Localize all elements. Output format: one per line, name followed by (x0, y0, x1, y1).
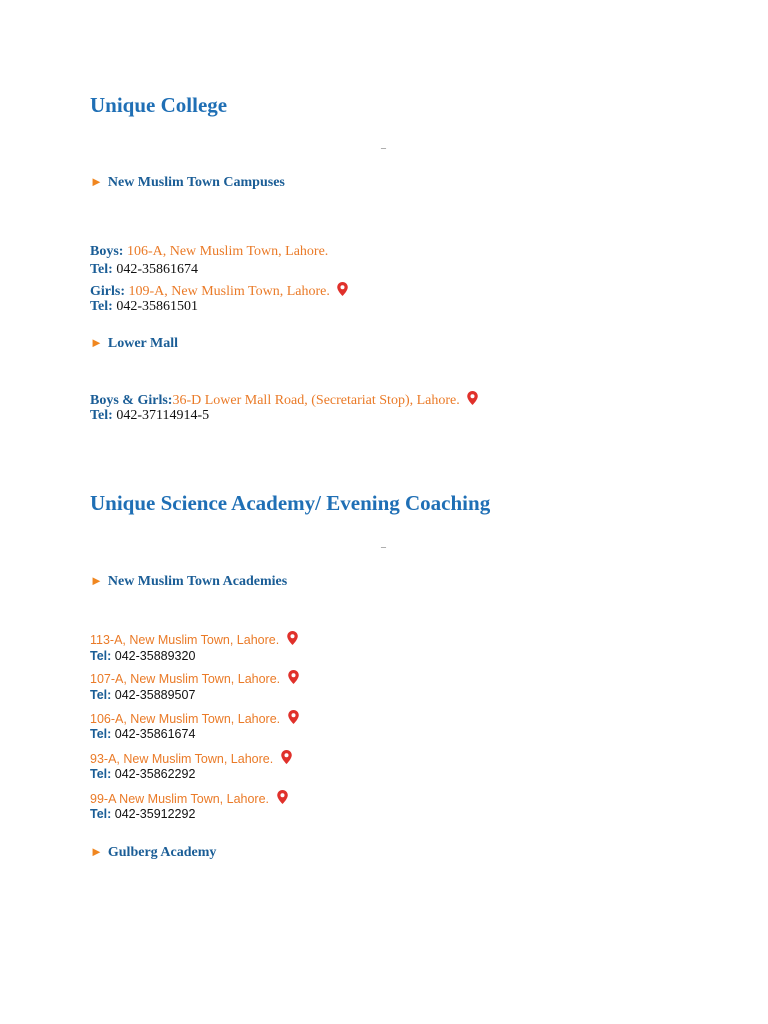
section-heading-new-muslim-town-academies[interactable] (90, 574, 287, 589)
tel-label: Tel: (90, 649, 112, 663)
academy-divider: – (381, 542, 386, 553)
academy-tel-line (90, 689, 195, 702)
phone-number: 042-35889507 (114, 688, 196, 702)
tel-line (90, 263, 198, 277)
map-pin-icon[interactable] (287, 631, 298, 645)
tel-label: Tel: (90, 767, 112, 781)
phone-number: 042-35861674 (116, 262, 198, 277)
section-heading-label: Lower Mall (107, 336, 178, 351)
tel-label: Tel: (90, 807, 112, 821)
academy-address-line (90, 670, 299, 686)
address-link[interactable]: 99-A New Muslim Town, Lahore. (90, 792, 270, 806)
triangle-bullet-icon: ► (90, 573, 103, 588)
academy-tel-line (90, 728, 195, 741)
academy-title: Unique Science Academy/ Evening Coaching (90, 491, 491, 515)
academy-address-line (90, 750, 292, 766)
college-divider: – (381, 143, 386, 154)
section-heading-gulberg-academy[interactable] (90, 845, 216, 860)
address-link[interactable]: 93-A, New Muslim Town, Lahore. (90, 752, 274, 766)
phone-number: 042-35861501 (116, 299, 198, 314)
address-line-boys-girls (90, 391, 478, 408)
tel-line (90, 409, 209, 423)
phone-number: 042-35862292 (114, 767, 196, 781)
map-pin-icon[interactable] (288, 670, 299, 684)
tel-label: Tel: (90, 408, 113, 423)
academy-tel-line (90, 808, 195, 821)
map-pin-icon[interactable] (467, 391, 478, 405)
address-label: Boys & Girls: (90, 393, 173, 408)
academy-address-line (90, 790, 288, 806)
address-link[interactable]: 107-A, New Muslim Town, Lahore. (90, 672, 281, 686)
address-link[interactable]: 106-A, New Muslim Town, Lahore. (126, 244, 329, 259)
tel-label: Tel: (90, 299, 113, 314)
section-heading-label: New Muslim Town Academies (107, 574, 288, 589)
map-pin-icon[interactable] (288, 710, 299, 724)
address-link[interactable]: 113-A, New Muslim Town, Lahore. (90, 633, 280, 647)
section-heading-lower-mall[interactable] (90, 336, 178, 351)
address-label: Boys: (90, 244, 124, 259)
map-pin-icon[interactable] (337, 282, 348, 296)
phone-number: 042-35889320 (114, 649, 196, 663)
academy-tel-line (90, 650, 195, 663)
college-title: Unique College (90, 93, 228, 117)
phone-number: 042-35861674 (114, 727, 196, 741)
triangle-bullet-icon: ► (90, 335, 103, 350)
tel-label: Tel: (90, 688, 112, 702)
phone-number: 042-35912292 (114, 807, 196, 821)
triangle-bullet-icon: ► (90, 844, 103, 859)
tel-label: Tel: (90, 727, 112, 741)
phone-number: 042-37114914-5 (116, 408, 210, 423)
address-link[interactable]: 106-A, New Muslim Town, Lahore. (90, 712, 281, 726)
academy-address-line (90, 710, 299, 726)
address-link[interactable]: 36-D Lower Mall Road, (Secretariat Stop), Lahore. (172, 393, 460, 408)
address-label: Girls: (90, 284, 125, 299)
address-line-girls (90, 282, 348, 299)
section-heading-new-muslim-town-campuses[interactable] (90, 175, 285, 190)
address-line-boys (90, 245, 328, 259)
academy-tel-line (90, 768, 195, 781)
triangle-bullet-icon: ► (90, 174, 103, 189)
tel-label: Tel: (90, 262, 113, 277)
section-heading-label: New Muslim Town Campuses (107, 175, 285, 190)
address-link[interactable]: 109-A, New Muslim Town, Lahore. (128, 284, 330, 299)
map-pin-icon[interactable] (281, 750, 292, 764)
map-pin-icon[interactable] (277, 790, 288, 804)
academy-address-line (90, 631, 298, 647)
tel-line (90, 300, 198, 314)
section-heading-label: Gulberg Academy (107, 845, 217, 860)
